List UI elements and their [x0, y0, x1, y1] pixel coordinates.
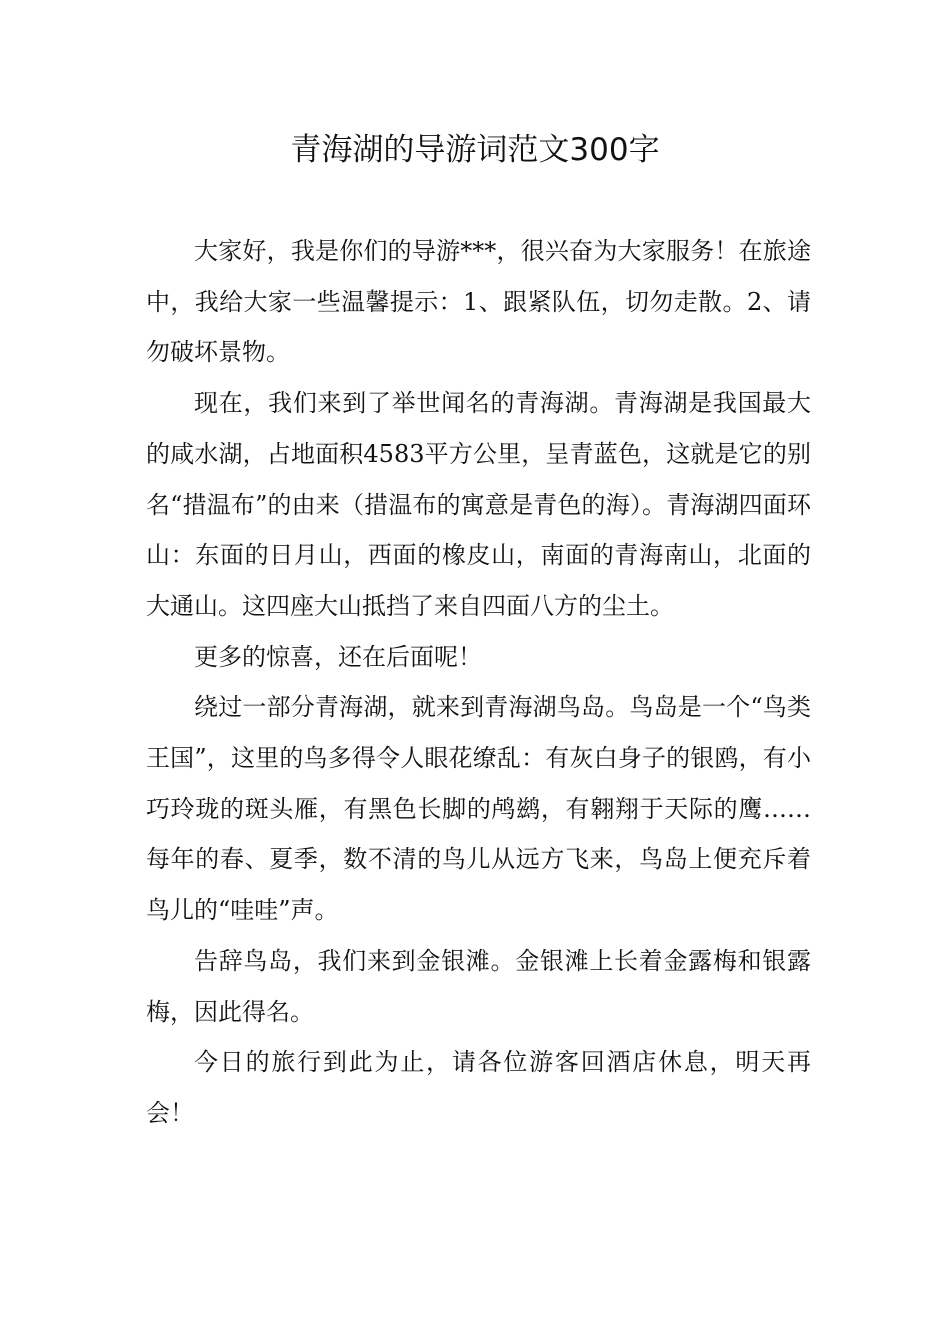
paragraph-surprise: 更多的惊喜，还在后面呢！ — [194, 642, 482, 671]
article-body — [146, 226, 811, 1139]
paragraph-qinghai-lake: 现在，我们来到了举世闻名的青海湖。青海湖是我国最大的咸水湖，占地面积4583平方公里，呈青蓝色，这就是它的别名“措温布”的由来（措温布的寓意是青色的海）。青海湖四面环山：东面的日月山，西面的橡皮山，南面的青海南山，北面的大通山。这四座大山抵挡了来自四面八方的尘土。 — [146, 389, 811, 620]
paragraph-jinyin-beach: 告辞鸟岛，我们来到金银滩。金银滩上长着金露梅和银露梅，因此得名。 — [146, 946, 811, 1026]
page-title: 青海湖的导游词范文300字 — [290, 132, 660, 168]
paragraph-bird-island: 绕过一部分青海湖，就来到青海湖鸟岛。鸟岛是一个“鸟类王国”，这里的鸟多得令人眼花缭乱：有灰白身子的银鸥，有小巧玲珑的斑头雁，有黑色长脚的鸬鹚，有翱翔于天际的鹰……每年的春、夏季，数不清的鸟儿从远方飞来，鸟岛上便充斥着鸟儿的“哇哇”声。 — [146, 693, 811, 925]
paragraph-greeting: 大家好，我是你们的导游***，很兴奋为大家服务！在旅途中，我给大家一些温馨提示：1、跟紧队伍，切勿走散。2、请勿破坏景物。 — [146, 237, 811, 367]
paragraph-farewell: 今日的旅行到此为止，请各位游客回酒店休息，明天再会！ — [146, 1048, 811, 1127]
